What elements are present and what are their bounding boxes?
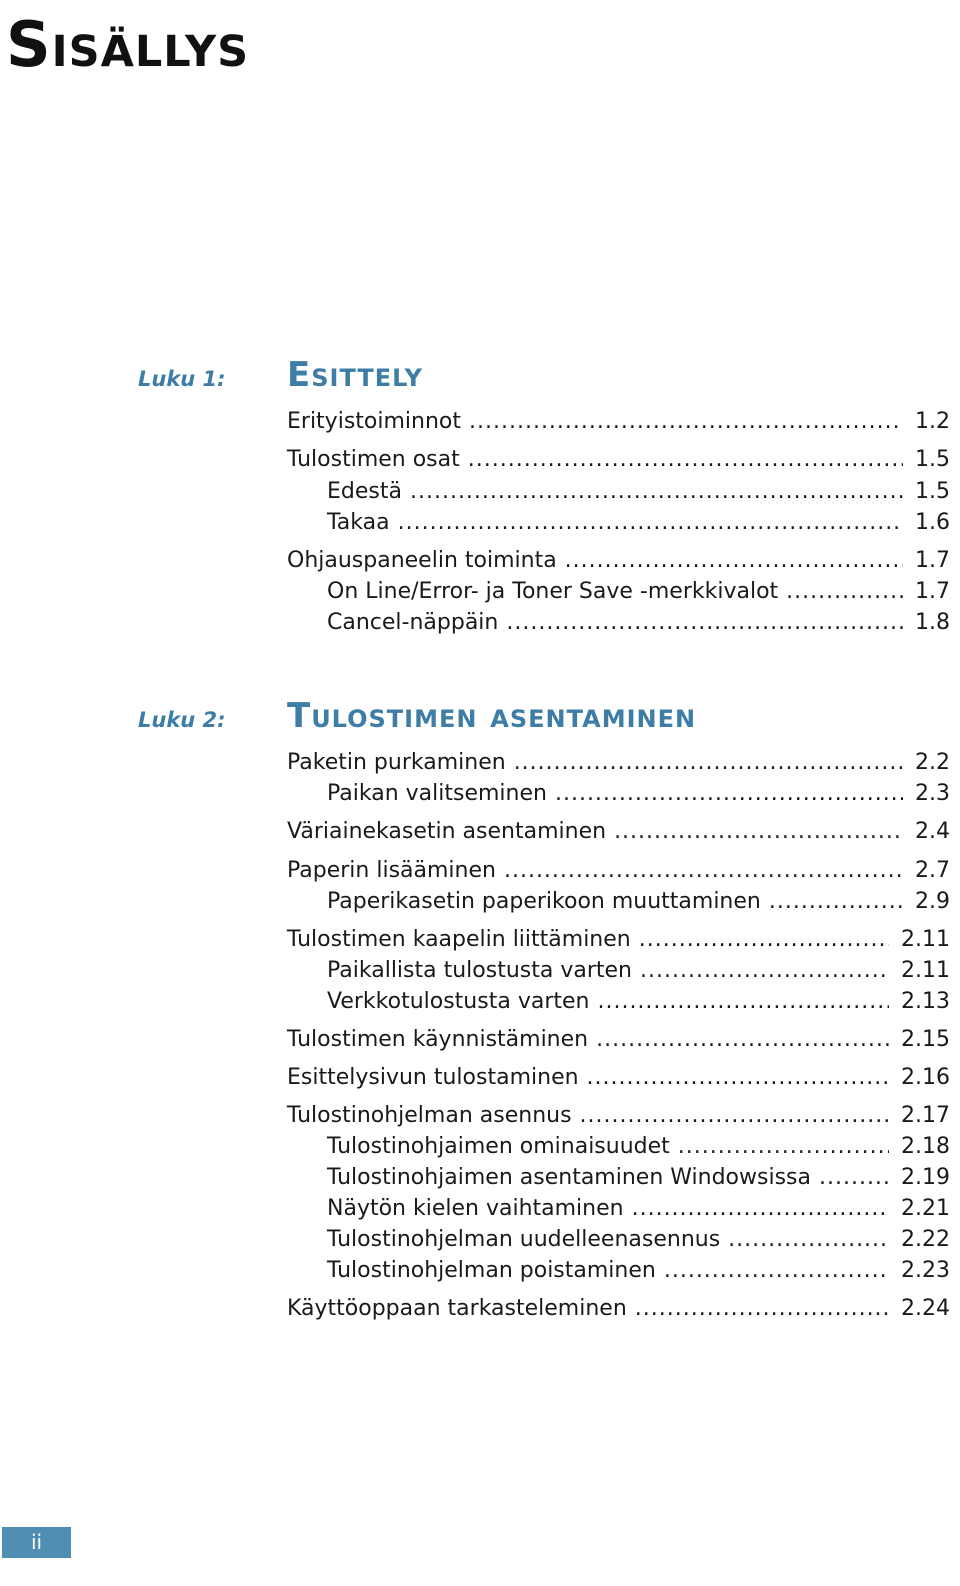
dot-leader bbox=[640, 956, 889, 986]
toc-entry-page: 2.24 bbox=[901, 1296, 950, 1321]
toc-entry-title: Paikallista tulostusta varten bbox=[327, 958, 632, 983]
toc-entry[interactable] bbox=[287, 546, 950, 576]
toc-entry-title: On Line/Error- ja Toner Save -merkkivalot bbox=[327, 579, 779, 604]
toc-entry-title: Paperikasetin paperikoon muuttaminen bbox=[327, 889, 761, 914]
toc-entry-title: Erityistoiminnot bbox=[287, 409, 461, 434]
toc-entry[interactable] bbox=[327, 887, 950, 917]
toc-entry-title: Tulostimen osat bbox=[287, 447, 460, 472]
toc-entry-title: Paperin lisääminen bbox=[287, 858, 496, 883]
toc-entry[interactable] bbox=[327, 1163, 950, 1193]
chapter-heading: Tulostimen asentaminen bbox=[287, 696, 697, 736]
toc-entry-page: 2.11 bbox=[901, 927, 950, 952]
toc-entry[interactable] bbox=[287, 925, 950, 955]
toc-entry-page: 2.22 bbox=[901, 1227, 950, 1252]
toc-entry-title: Tulostimen kaapelin liittäminen bbox=[287, 927, 631, 952]
chapter-label: Luku 1: bbox=[138, 367, 226, 391]
toc-entry[interactable] bbox=[327, 1194, 950, 1224]
toc-entry[interactable] bbox=[327, 508, 950, 538]
toc-entry-title: Ohjauspaneelin toiminta bbox=[287, 548, 557, 573]
dot-leader bbox=[632, 1194, 889, 1224]
dot-leader bbox=[769, 887, 903, 917]
toc-entry-title: Takaa bbox=[327, 510, 390, 535]
toc-entry-page: 2.18 bbox=[901, 1134, 950, 1159]
toc-entry-title: Tulostinohjelman poistaminen bbox=[327, 1258, 656, 1283]
dot-leader bbox=[587, 1063, 889, 1093]
toc-entry[interactable] bbox=[287, 748, 950, 778]
toc-entry-title: Esittelysivun tulostaminen bbox=[287, 1065, 579, 1090]
toc-entry-page: 2.21 bbox=[901, 1196, 950, 1221]
toc-entry-page: 2.3 bbox=[915, 781, 950, 806]
toc-entry[interactable] bbox=[327, 1132, 950, 1162]
toc-entry-page: 2.2 bbox=[915, 750, 950, 775]
toc-entry[interactable] bbox=[287, 1294, 950, 1324]
toc-entry[interactable] bbox=[327, 1225, 950, 1255]
dot-leader bbox=[580, 1101, 889, 1131]
toc-entry-title: Tulostinohjelman uudelleenasennus bbox=[327, 1227, 721, 1252]
toc-entry-page: 2.9 bbox=[915, 889, 950, 914]
toc-entry-title: Käyttöoppaan tarkasteleminen bbox=[287, 1296, 627, 1321]
toc-entry-title: Paketin purkaminen bbox=[287, 750, 506, 775]
toc-entry[interactable] bbox=[327, 608, 950, 638]
dot-leader bbox=[504, 856, 903, 886]
dot-leader bbox=[597, 987, 889, 1017]
toc-entry-page: 1.6 bbox=[915, 510, 950, 535]
toc-entry[interactable] bbox=[327, 956, 950, 986]
toc-entry-title: Tulostimen käynnistäminen bbox=[287, 1027, 589, 1052]
toc-entry-page: 2.13 bbox=[901, 989, 950, 1014]
toc-entry-page: 1.7 bbox=[915, 548, 950, 573]
dot-leader bbox=[555, 779, 903, 809]
dot-leader bbox=[514, 748, 903, 778]
toc-entry[interactable] bbox=[327, 577, 950, 607]
dot-leader bbox=[678, 1132, 889, 1162]
toc-entry-title: Cancel-näppäin bbox=[327, 610, 499, 635]
dot-leader bbox=[469, 407, 903, 437]
toc-entry-title: Väriainekasetin asentaminen bbox=[287, 819, 607, 844]
dot-leader bbox=[635, 1294, 889, 1324]
dot-leader bbox=[819, 1163, 889, 1193]
toc-entry[interactable] bbox=[327, 779, 950, 809]
toc-entry[interactable] bbox=[327, 477, 950, 507]
toc-entry-page: 2.15 bbox=[901, 1027, 950, 1052]
toc-entry-page: 1.5 bbox=[915, 479, 950, 504]
toc-entry[interactable] bbox=[287, 1101, 950, 1131]
page-title: Sisällys bbox=[6, 8, 250, 81]
toc-entry-page: 1.7 bbox=[915, 579, 950, 604]
toc-entry-title: Verkkotulostusta varten bbox=[327, 989, 590, 1014]
toc-entry[interactable] bbox=[287, 407, 950, 437]
toc-entry[interactable] bbox=[327, 1256, 950, 1286]
page-number: ii bbox=[2, 1527, 71, 1558]
dot-leader bbox=[398, 508, 903, 538]
toc-entry-page: 2.16 bbox=[901, 1065, 950, 1090]
toc-entry-title: Edestä bbox=[327, 479, 402, 504]
dot-leader bbox=[664, 1256, 889, 1286]
toc-entry-title: Tulostinohjaimen asentaminen Windowsissa bbox=[327, 1165, 811, 1190]
dot-leader bbox=[565, 546, 903, 576]
toc-entry-page: 2.19 bbox=[901, 1165, 950, 1190]
toc-entry-page: 2.7 bbox=[915, 858, 950, 883]
toc-entry-page: 1.8 bbox=[915, 610, 950, 635]
toc-entry-page: 2.17 bbox=[901, 1103, 950, 1128]
toc-entry[interactable] bbox=[287, 1025, 950, 1055]
dot-leader bbox=[614, 817, 903, 847]
toc-entry-page: 2.11 bbox=[901, 958, 950, 983]
toc-entry[interactable] bbox=[327, 987, 950, 1017]
toc-entry[interactable] bbox=[287, 445, 950, 475]
toc-entry[interactable] bbox=[287, 856, 950, 886]
dot-leader bbox=[468, 445, 903, 475]
dot-leader bbox=[728, 1225, 889, 1255]
dot-leader bbox=[506, 608, 903, 638]
toc-entry[interactable] bbox=[287, 817, 950, 847]
toc-entry-page: 2.4 bbox=[915, 819, 950, 844]
toc-entry-title: Tulostinohjelman asennus bbox=[287, 1103, 572, 1128]
toc-entry-page: 1.2 bbox=[915, 409, 950, 434]
dot-leader bbox=[596, 1025, 889, 1055]
toc-entry-page: 1.5 bbox=[915, 447, 950, 472]
toc-entry-title: Paikan valitseminen bbox=[327, 781, 547, 806]
toc-entry-title: Tulostinohjaimen ominaisuudet bbox=[327, 1134, 670, 1159]
chapter-label: Luku 2: bbox=[138, 708, 226, 732]
dot-leader bbox=[786, 577, 903, 607]
dot-leader bbox=[639, 925, 889, 955]
toc-entry-title: Näytön kielen vaihtaminen bbox=[327, 1196, 624, 1221]
dot-leader bbox=[410, 477, 903, 507]
toc-entry[interactable] bbox=[287, 1063, 950, 1093]
chapter-heading: Esittely bbox=[287, 355, 424, 395]
toc-entry-page: 2.23 bbox=[901, 1258, 950, 1283]
